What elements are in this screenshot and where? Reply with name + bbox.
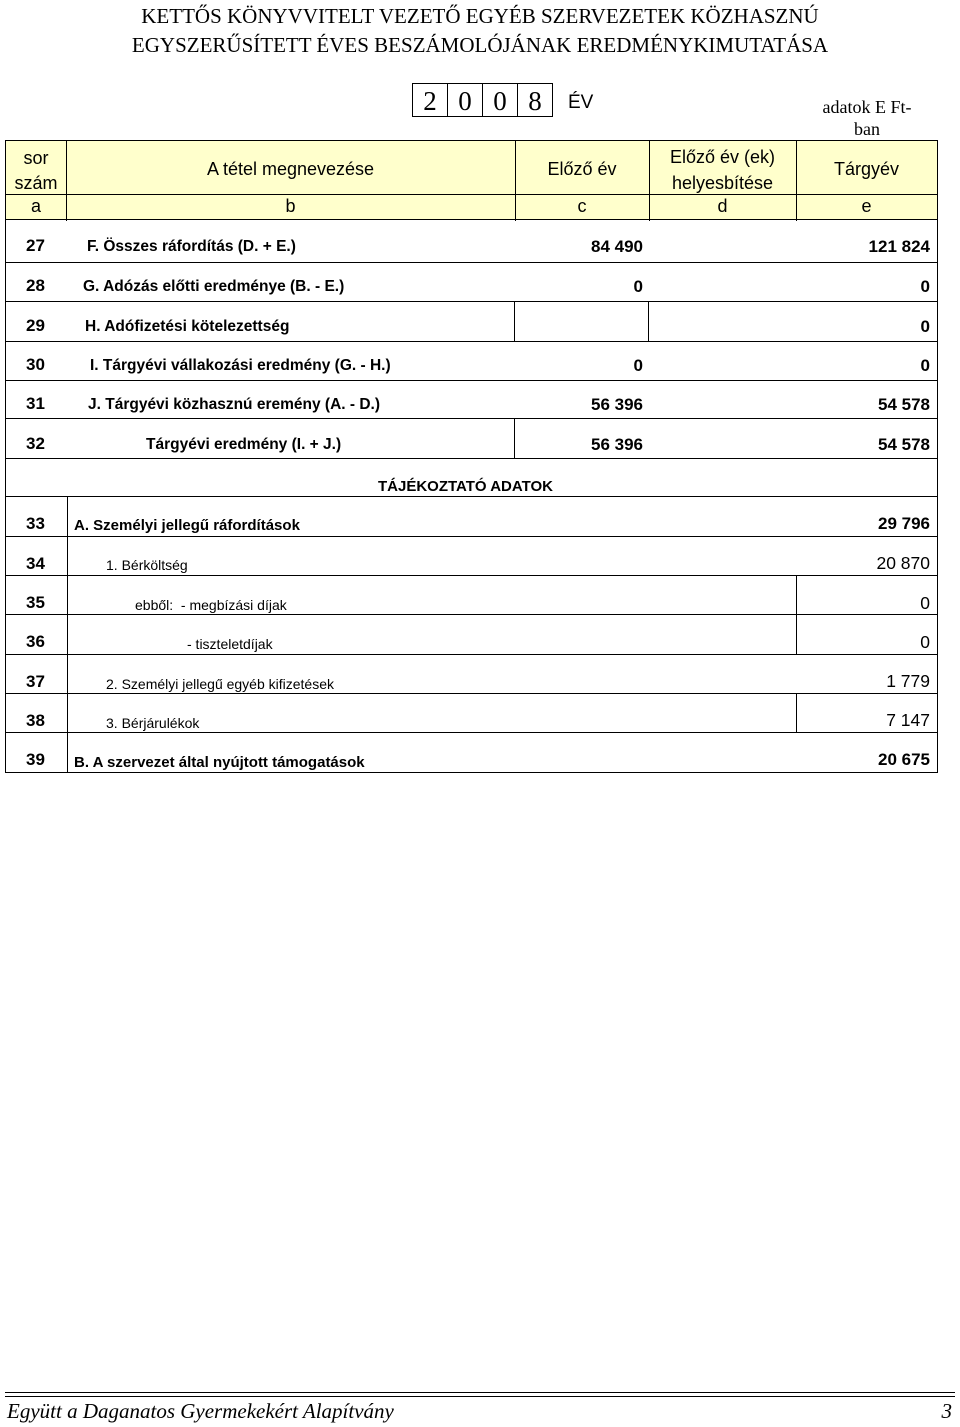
row-prev-value: 84 490 [591,237,643,256]
footer-organization: Együtt a Daganatos Gyermekekért Alapítvány [7,1399,394,1423]
key-a: a [30,196,41,216]
year-label: ÉV [568,92,594,113]
table-header [5,140,938,220]
year-digit: 2 [413,84,448,116]
info-row-label: ebből: - megbízási díjak [135,597,287,613]
key-b: b [285,196,296,216]
info-row-value: 20 870 [876,553,930,573]
info-row-value: 1 779 [886,671,930,691]
info-row-number: 37 [26,672,45,691]
header-name: A tétel megnevezése [206,159,375,179]
row-current-value: 54 578 [878,395,930,414]
info-row-number: 35 [26,593,45,612]
key-e: e [861,196,872,216]
row-label: I. Tárgyévi vállakozási eredmény (G. - H.) [90,357,391,374]
info-row-label: - tiszteletdíjak [187,636,273,652]
row-number: 31 [26,394,45,413]
info-row-number: 39 [26,750,45,769]
row-label: J. Tárgyévi közhasznú eremény (A. - D.) [88,396,381,413]
header-corr-line1: Előző év (ek) [669,147,776,167]
row-number: 30 [26,355,45,374]
row-current-value: 0 [920,356,930,375]
report-title-line2: EGYSZERŰSÍTETT ÉVES BESZÁMOLÓJÁNAK EREDMÉNYKIMUTATÁSA [131,33,829,57]
info-row-label: 1. Bérköltség [106,557,188,573]
info-row-value: 29 796 [878,514,930,533]
year-box [412,83,553,117]
row-current-value: 0 [920,317,930,336]
row-label: F. Összes ráfordítás (D. + E.) [87,238,296,255]
row-prev-value: 0 [633,356,643,375]
header-sor: sor [23,148,49,168]
info-row-label: 2. Személyi jellegű egyéb kifizetések [106,676,335,692]
info-row-value: 0 [920,632,930,652]
page-number: 3 [941,1399,952,1423]
row-number: 29 [26,316,45,335]
info-row-value: 20 675 [878,750,930,769]
info-row-label: 3. Bérjárulékok [106,715,200,731]
row-prev-value: 56 396 [591,395,643,414]
row-number: 28 [26,276,45,295]
row-number: 32 [26,434,45,453]
header-corr-line2: helyesbítése [671,173,774,193]
row-current-value: 0 [920,277,930,296]
row-number: 27 [26,236,45,255]
key-d: d [717,196,728,216]
header-prev: Előző év [547,159,617,179]
footer-divider [5,1392,955,1397]
info-row-label: A. Személyi jellegű ráfordítások [74,517,300,534]
report-title-line1: KETTŐS KÖNYVVITELT VEZETŐ EGYÉB SZERVEZETEK KÖZHASZNÚ [141,4,819,28]
info-row-number: 36 [26,632,45,651]
header-szam: szám [14,173,58,193]
info-row-number: 38 [26,711,45,730]
key-c: c [577,196,587,216]
row-label: Tárgyévi eredmény (I. + J.) [146,436,342,453]
info-row-number: 33 [26,514,45,533]
row-label: G. Adózás előtti eredménye (B. - E.) [83,278,345,295]
row-label: H. Adófizetési kötelezettség [85,318,290,335]
year-digit: 0 [483,84,518,116]
year-digit: 0 [448,84,483,116]
info-row-label: B. A szervezet által nyújtott támogatások [74,754,365,771]
row-current-value: 54 578 [878,435,930,454]
info-section-title: TÁJÉKOZTATÓ ADATOK [378,478,553,495]
info-row-value: 7 147 [886,710,930,730]
row-current-value: 121 824 [868,237,930,256]
info-row-number: 34 [26,554,45,573]
year-digit: 8 [528,86,542,116]
row-prev-value: 56 396 [591,435,643,454]
row-prev-value: 0 [633,277,643,296]
header-current: Tárgyév [833,159,900,179]
unit-note: adatok E Ft-ban [822,97,912,139]
info-row-value: 0 [920,593,930,613]
